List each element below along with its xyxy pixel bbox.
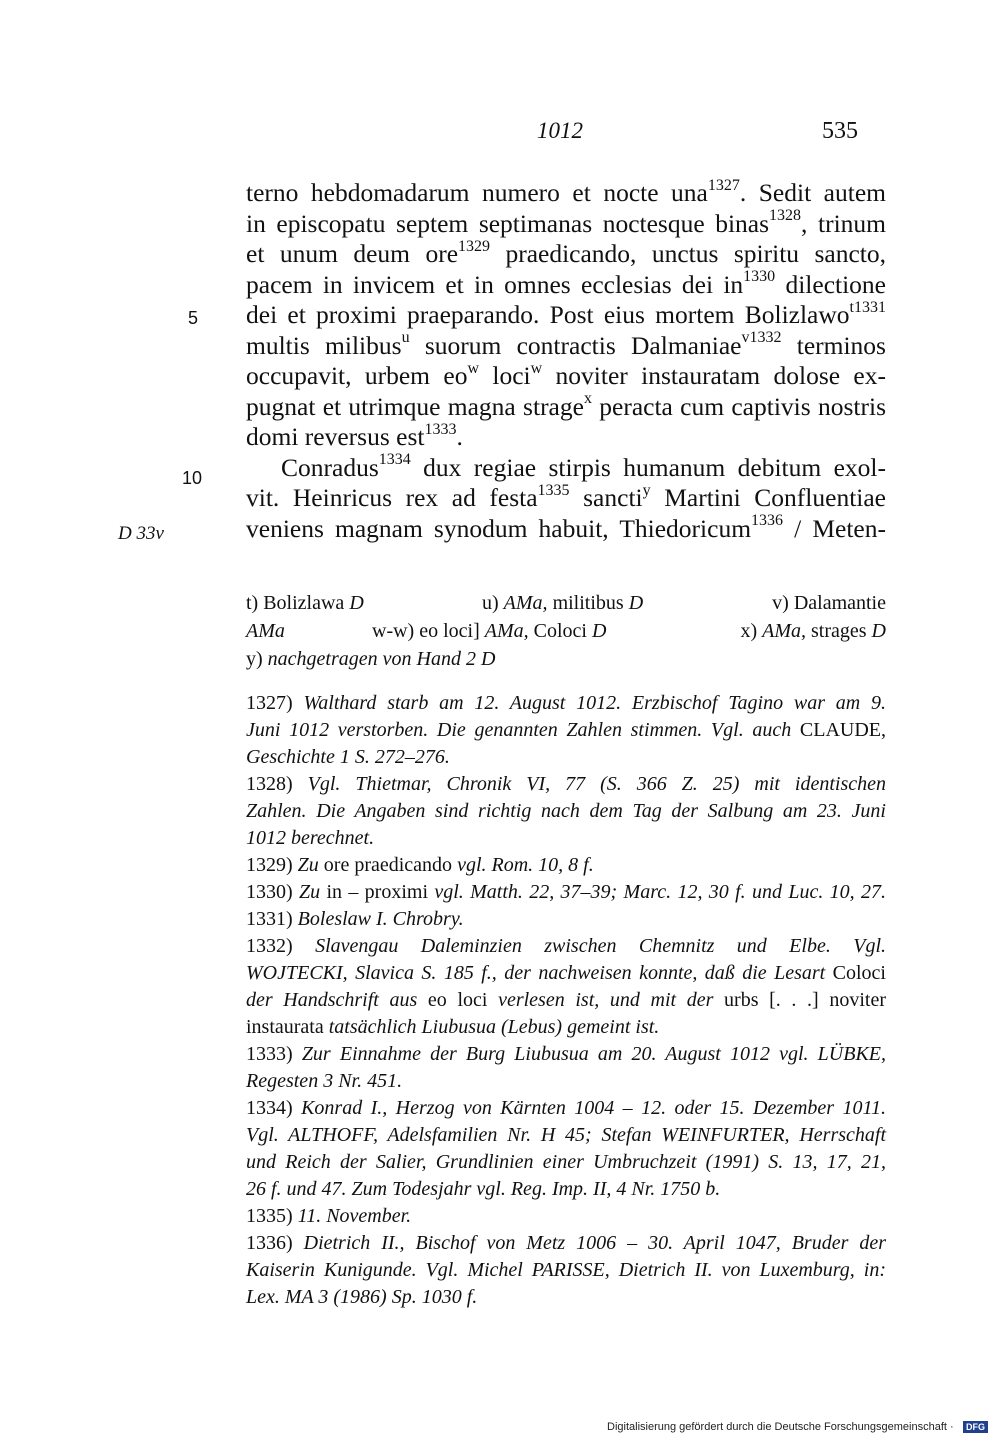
- text-run: multis milibus: [246, 330, 402, 360]
- text-line: [246, 483, 886, 514]
- text-run: 1327): [246, 692, 304, 714]
- italic-text: vgl. Matth. 22, 37–39; Marc. 12, 30 f. und Luc. 10, 27.: [434, 881, 886, 903]
- text-run: militibus: [547, 592, 629, 614]
- footnote-line: [246, 771, 886, 798]
- text-run: in episcopatu septem septimanas noctesque binas: [246, 208, 770, 238]
- text-run: .: [456, 422, 463, 451]
- text-run: x): [740, 620, 763, 642]
- italic-text: AMa,: [762, 620, 806, 642]
- text-run: et unum deum ore: [246, 239, 459, 268]
- italic-text: Vgl. Thietmar, Chronik VI, 77 (S. 366 Z. 25) mit identischen: [307, 773, 886, 795]
- text-line: [246, 331, 886, 362]
- page-number: 535: [822, 118, 858, 144]
- text-run: noviter instauratam dolose ex-: [542, 361, 886, 390]
- text-run: praedicando, unctus spiritu sancto,: [490, 239, 886, 268]
- italic-text: D: [349, 592, 364, 614]
- text-run: veniens magnam synodum habuit, Thiedoricum: [246, 513, 752, 543]
- margin-sigla: D 33v: [118, 523, 164, 544]
- text-line: [246, 239, 886, 270]
- text-line: [246, 209, 886, 240]
- text-run: dilectione: [775, 269, 886, 299]
- italic-text: WOJTECKI, Slavica S. 185 f., der nachweisen konnte, daß die Lesart: [246, 962, 833, 984]
- text-run: 1329): [246, 854, 298, 876]
- text-run: pacem in invicem et in omnes ecclesias dei in: [246, 269, 744, 299]
- text-run: , trinum: [801, 208, 886, 238]
- text-run: vit. Heinricus rex ad festa: [246, 483, 538, 512]
- text-line: [246, 453, 886, 484]
- italic-text: 26 f. und 47. Zum Todesjahr vgl. Reg. Imp. II, 4 Nr. 1750 b.: [246, 1178, 721, 1200]
- text-run: / Meten-: [783, 513, 886, 543]
- apparatus-entry: [482, 589, 643, 617]
- footnote-line: [246, 1014, 886, 1041]
- footnote-marker: 1329: [458, 237, 491, 255]
- text-run: terno hebdomadarum numero et nocte una: [246, 178, 708, 207]
- footnote-line: [246, 744, 886, 771]
- footnote-marker: 1333: [424, 420, 457, 438]
- italic-text: und Reich der Salier, Grundlinien einer Umbruchzeit (1991) S. 13, 17, 21,: [246, 1151, 886, 1173]
- text-run: sancti: [569, 483, 643, 512]
- text-line: [246, 392, 886, 423]
- text-line: [246, 270, 886, 301]
- text-line: [246, 178, 886, 209]
- italic-text: Lex. MA 3 (1986) Sp. 1030 f.: [246, 1286, 478, 1308]
- text-run: dux regiae stirpis humanum debitum exol-: [410, 452, 886, 482]
- italic-text: Zur Einnahme der Burg Liubusua am 20. August 1012 vgl. LÜBKE,: [301, 1043, 886, 1065]
- footnote-marker: u: [401, 329, 410, 346]
- text-run: ore praedicando: [318, 854, 458, 876]
- text-run: 1333): [246, 1043, 302, 1065]
- text-run: 1332): [246, 935, 316, 957]
- footnote-line: [246, 1176, 886, 1203]
- text-run: instaurata: [246, 1016, 329, 1038]
- footnote-line: [246, 879, 886, 906]
- footnote-line: [246, 906, 886, 933]
- footnote-line: [246, 1041, 886, 1068]
- italic-text: Zu: [299, 881, 321, 903]
- italic-text: D: [628, 592, 644, 614]
- footnote-line: [246, 1122, 886, 1149]
- text-run: Conradus: [281, 452, 379, 482]
- text-run: 1334): [246, 1097, 302, 1119]
- text-run: in – proximi: [320, 881, 435, 903]
- italic-text: tatsächlich Liubusua (Lebus) gemeint ist.: [328, 1016, 660, 1038]
- italic-text: der Handschrift aus: [246, 989, 428, 1011]
- footnote-marker: y: [642, 481, 651, 499]
- text-run: . Sedit autem: [739, 178, 886, 207]
- text-run: pugnat et utrimque magna strage: [246, 391, 584, 421]
- text-run: t) Bolizlawa: [246, 592, 350, 614]
- text-run: Coloci: [528, 620, 592, 642]
- italic-text: Slavengau Daleminzien zwischen Chemnitz und Elbe. Vgl.: [315, 935, 886, 957]
- footnote-line: [246, 717, 886, 744]
- italic-text: D: [591, 620, 607, 642]
- footnote-line: [246, 1257, 886, 1284]
- apparatus-line: [246, 589, 886, 617]
- footnote-marker: 1330: [743, 268, 776, 285]
- apparatus-entry: [740, 617, 886, 645]
- apparatus-entry: [246, 589, 364, 617]
- footnote-line: [246, 960, 886, 987]
- running-head-year: 1012: [537, 118, 583, 143]
- italic-text: AMa,: [484, 620, 529, 642]
- footnote-line: [246, 1068, 886, 1095]
- text-run: peracta cum captivis nostris: [591, 391, 886, 421]
- text-run: Martini Confluentiae: [650, 483, 886, 512]
- text-run: strages: [806, 620, 872, 642]
- text-run: 1335): [246, 1205, 298, 1227]
- footnote-line: [246, 1284, 886, 1311]
- text-run: 1328): [246, 773, 308, 795]
- text-run: occupavit, urbem eo: [246, 361, 468, 390]
- footnote-marker: t1331: [849, 298, 886, 316]
- footnote-line: [246, 933, 886, 960]
- italic-text: Regesten 3 Nr. 451.: [246, 1070, 403, 1092]
- italic-text: Juni 1012 verstorben. Die genannten Zahlen stimmen. Vgl. auch: [246, 719, 800, 741]
- text-run: CLAUDE,: [799, 719, 886, 741]
- text-line: [246, 422, 886, 453]
- line-number-5: 5: [188, 308, 199, 328]
- italic-text: AMa,: [503, 592, 548, 614]
- footnote-marker: v1332: [741, 329, 782, 346]
- text-run: loci: [479, 361, 531, 390]
- text-line: [246, 361, 886, 392]
- text-run: domi reversus est: [246, 422, 425, 451]
- italic-text: 11. November.: [297, 1205, 412, 1227]
- italic-text: Zu: [297, 854, 319, 876]
- text-run: Coloci: [832, 962, 886, 984]
- text-run: terminos: [781, 330, 886, 360]
- footnote-marker: x: [583, 390, 592, 407]
- footnote-marker: 1336: [751, 512, 784, 529]
- italic-text: D: [871, 620, 886, 642]
- apparatus-line: [246, 645, 886, 673]
- italic-text: Konrad I., Herzog von Kärnten 1004 – 12. oder 15. Dezember 1011.: [301, 1097, 886, 1119]
- text-run: dei et proximi praeparando. Post eius mortem Bolizlawo: [246, 300, 850, 329]
- text-line: [246, 514, 886, 545]
- text-run: 1331): [246, 908, 298, 930]
- critical-apparatus: [246, 589, 886, 673]
- footnote-line: [246, 1149, 886, 1176]
- footnote-marker: 1335: [537, 481, 570, 499]
- italic-text: Boleslaw I. Chrobry.: [297, 908, 464, 930]
- italic-text: Geschichte 1 S. 272–276.: [246, 746, 450, 768]
- text-run: v) Dalamantie: [772, 592, 886, 614]
- italic-text: Vgl. ALTHOFF, Adelsfamilien Nr. H 45; Stefan WEINFURTER, Herrschaft: [246, 1124, 886, 1146]
- dfg-logo: DFG: [963, 1421, 988, 1433]
- footnote-line: [246, 852, 886, 879]
- text-line: [246, 300, 886, 331]
- text-run: 1336): [246, 1232, 304, 1254]
- text-run: urbs [. . .] noviter: [724, 989, 887, 1011]
- footnote-line: [246, 798, 886, 825]
- footnote-line: [246, 1203, 886, 1230]
- italic-text: verlesen ist, und mit der: [498, 989, 725, 1011]
- text-run: suorum contractis Dalmaniae: [409, 330, 742, 360]
- italic-text: Walthard starb am 12. August 1012. Erzbischof Tagino war am 9.: [303, 692, 886, 714]
- footnote-marker: 1334: [378, 451, 411, 468]
- apparatus-entry: [246, 645, 495, 673]
- apparatus-entry: [372, 617, 606, 645]
- footnote-marker: 1327: [707, 176, 740, 194]
- footnote-marker: w: [467, 359, 480, 377]
- italic-text: AMa: [246, 620, 285, 642]
- apparatus-entry: [246, 617, 285, 645]
- digitization-credit: Digitalisierung gefördert durch die Deutsche Forschungsgemeinschaft ·: [607, 1421, 954, 1433]
- main-text: [246, 178, 886, 544]
- text-run: eo loci: [427, 989, 499, 1011]
- line-number-10: 10: [182, 468, 203, 488]
- text-run: u): [482, 592, 504, 614]
- italic-text: Dietrich II., Bischof von Metz 1006 – 30. April 1047, Bruder der: [303, 1232, 886, 1254]
- apparatus-entry: [772, 589, 886, 617]
- footnote-line: [246, 987, 886, 1014]
- italic-text: Kaiserin Kunigunde. Vgl. Michel PARISSE, Dietrich II. von Luxemburg, in:: [246, 1259, 886, 1281]
- apparatus-line: [246, 617, 886, 645]
- footnote-line: [246, 1230, 886, 1257]
- footnote-line: [246, 690, 886, 717]
- text-run: w-w) eo loci]: [372, 620, 485, 642]
- italic-text: vgl. Rom. 10, 8 f.: [457, 854, 594, 876]
- text-run: 1330): [246, 881, 299, 903]
- text-run: y): [246, 648, 268, 670]
- footnote-line: [246, 825, 886, 852]
- italic-text: Zahlen. Die Angaben sind richtig nach dem Tag der Salbung am 23. Juni: [246, 800, 886, 822]
- footnote-marker: w: [530, 359, 543, 377]
- footnotes: [246, 690, 886, 1311]
- italic-text: nachgetragen von Hand 2 D: [267, 648, 496, 670]
- footnote-line: [246, 1095, 886, 1122]
- footnote-marker: 1328: [769, 207, 802, 224]
- italic-text: 1012 berechnet.: [246, 827, 375, 849]
